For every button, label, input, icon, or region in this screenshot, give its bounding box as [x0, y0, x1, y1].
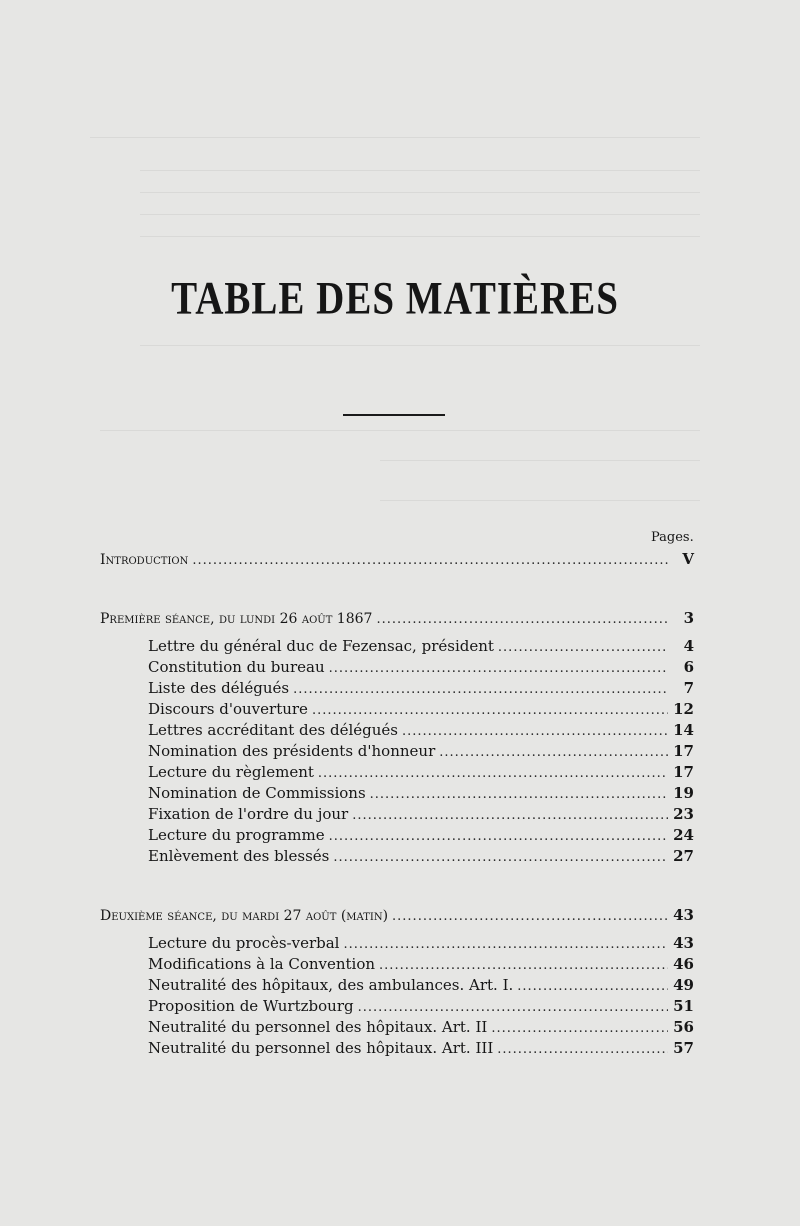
bleed-through-line — [140, 214, 700, 215]
bleed-through-line — [140, 345, 700, 346]
toc-entry — [148, 742, 694, 760]
leader-dots — [343, 937, 668, 952]
leader-dots — [497, 1042, 668, 1057]
bleed-through-line — [380, 460, 700, 461]
toc-entry-label: Nomination de Commissions — [148, 784, 366, 802]
pages-column-label: Pages. — [651, 530, 694, 545]
toc-entry-introduction — [100, 550, 694, 568]
toc-session-heading — [100, 906, 694, 924]
bleed-through-line — [140, 236, 700, 237]
toc-entry-label: Liste des délégués — [148, 679, 290, 697]
toc-entry-label: Constitution du bureau — [148, 658, 325, 676]
toc-entry-label: Lettre du général duc de Fezensac, président — [148, 637, 494, 655]
page-title: TABLE DES MATIÈRES — [171, 273, 619, 324]
toc-entry-page: 23 — [673, 805, 694, 823]
leader-dots — [392, 909, 668, 924]
toc-entry-page: 7 — [683, 679, 694, 697]
title-rule — [343, 414, 445, 416]
leader-dots — [192, 553, 668, 568]
toc-entry — [148, 658, 694, 676]
toc-entry-label: Introduction — [100, 552, 189, 568]
leader-dots — [439, 745, 668, 760]
toc-entry — [148, 997, 694, 1015]
toc-entry-page: 49 — [673, 976, 694, 994]
toc-entry-label: Discours d'ouverture — [148, 700, 308, 718]
bleed-through-line — [140, 192, 700, 193]
toc-entry-label: Enlèvement des blessés — [148, 847, 330, 865]
toc-entry-page: 19 — [673, 784, 694, 802]
toc-entry — [148, 1039, 694, 1057]
toc-entry-label: Fixation de l'ordre du jour — [148, 805, 349, 823]
toc-entry — [148, 976, 694, 994]
bleed-through-line — [100, 430, 700, 431]
leader-dots — [402, 724, 668, 739]
leader-dots — [293, 682, 668, 697]
toc-entry — [148, 637, 694, 655]
leader-dots — [312, 703, 668, 718]
toc-entry — [148, 1018, 694, 1036]
toc-entry-label: Nomination des présidents d'honneur — [148, 742, 436, 760]
toc-entry-label: Lecture du règlement — [148, 763, 314, 781]
toc-entry-label: Lettres accréditant des délégués — [148, 721, 398, 739]
toc-entry-page: 43 — [673, 906, 694, 924]
leader-dots — [517, 979, 668, 994]
toc-entry-page: 56 — [673, 1018, 694, 1036]
toc-entry-label: Lecture du programme — [148, 826, 325, 844]
toc-entry-page: 14 — [673, 721, 694, 739]
leader-dots — [329, 661, 668, 676]
toc-entry — [148, 847, 694, 865]
toc-entry — [148, 784, 694, 802]
toc-entry-page: 27 — [673, 847, 694, 865]
toc-entry — [148, 700, 694, 718]
toc-entry-label: Lecture du procès-verbal — [148, 934, 340, 952]
toc-entry-page: 6 — [683, 658, 694, 676]
toc-session-title: Deuxième séance, du mardi 27 août (matin) — [100, 908, 389, 924]
toc-session-heading — [100, 609, 694, 627]
toc-entry — [148, 955, 694, 973]
bleed-through-line — [380, 500, 700, 501]
toc-entry-page: 17 — [673, 742, 694, 760]
leader-dots — [318, 766, 668, 781]
leader-dots — [379, 958, 668, 973]
toc-entry-page: 12 — [673, 700, 694, 718]
toc-entry-page: 24 — [673, 826, 694, 844]
leader-dots — [491, 1021, 668, 1036]
leader-dots — [498, 640, 668, 655]
bleed-through-line — [90, 137, 700, 138]
toc-entry-page: 57 — [673, 1039, 694, 1057]
toc-entry — [148, 721, 694, 739]
toc-entry-page: 3 — [683, 609, 694, 627]
leader-dots — [376, 612, 668, 627]
toc-entry-page: 51 — [673, 997, 694, 1015]
toc-session-title: Première séance, du lundi 26 août 1867 — [100, 611, 373, 627]
leader-dots — [352, 808, 668, 823]
bleed-through-line — [140, 170, 700, 171]
leader-dots — [333, 850, 668, 865]
leader-dots — [329, 829, 668, 844]
toc-entry — [148, 805, 694, 823]
leader-dots — [358, 1000, 668, 1015]
toc-entry — [148, 934, 694, 952]
toc-entry-page: V — [682, 550, 694, 568]
toc-entry — [148, 763, 694, 781]
toc-entry-label: Modifications à la Convention — [148, 955, 376, 973]
leader-dots — [370, 787, 668, 802]
toc-entry-page: 17 — [673, 763, 694, 781]
toc-entry-page: 46 — [673, 955, 694, 973]
toc-entry-label: Neutralité des hôpitaux, des ambulances. Art. I. — [148, 976, 514, 994]
toc-entry-page: 43 — [673, 934, 694, 952]
toc-entry-label: Neutralité du personnel des hôpitaux. Art. III — [148, 1039, 494, 1057]
toc-entry-label: Neutralité du personnel des hôpitaux. Art. II — [148, 1018, 488, 1036]
toc-entry-page: 4 — [683, 637, 694, 655]
toc-entry-label: Proposition de Wurtzbourg — [148, 997, 354, 1015]
toc-entry — [148, 826, 694, 844]
toc-entry — [148, 679, 694, 697]
